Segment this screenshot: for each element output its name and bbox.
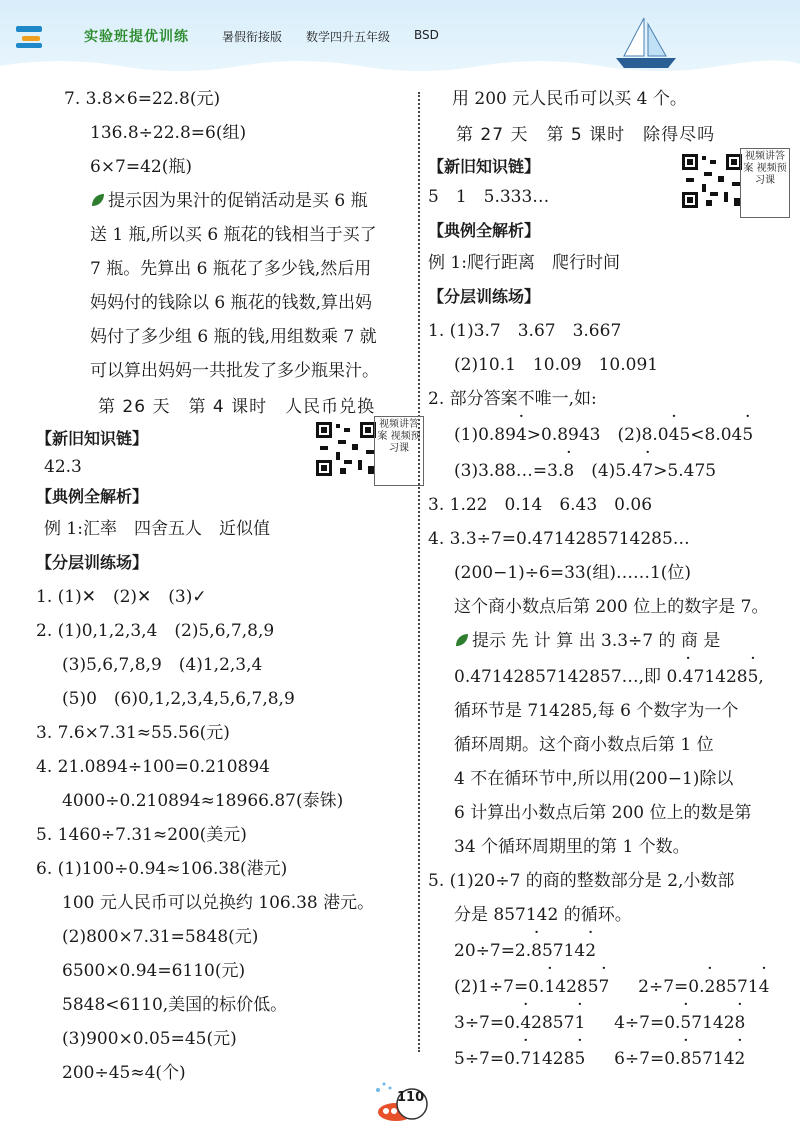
division-line: (2)1÷7=0.· 14285· 7 2÷7=0.· 28571· 4 (454, 974, 769, 1000)
hint-line: 妈妈付的钱除以 6 瓶花的钱数,算出妈 (90, 293, 373, 313)
answer-line: 4000÷0.210894≈18966.87(泰铢) (62, 791, 344, 811)
header-wave-decoration (0, 56, 800, 86)
hint-line: 6 计算出小数点后第 200 位上的数是第 (454, 803, 752, 823)
answer-line: 136.8÷22.8=6(组) (90, 123, 247, 143)
section-link-title: 【新旧知识链】 (36, 429, 149, 448)
answer-line: 这个商小数点后第 200 位上的数字是 7。 (454, 597, 769, 617)
section-link-title: 【新旧知识链】 (428, 157, 541, 176)
hint-line: 提示 先 计 算 出 3.3÷7 的 商 是 (454, 628, 720, 654)
answer-line: 3. 7.6×7.31≈55.56(元) (36, 723, 230, 743)
answer-line: (3)5,6,7,8,9 (4)1,2,3,4 (62, 655, 263, 675)
hint-line: 循环周期。这个商小数点后第 1 位 (454, 735, 714, 755)
example-answer: 例 1:汇率 四舍五人 近似值 (44, 519, 270, 539)
day26-title: 第 26 天 第 4 课时 人民币兑换 (98, 397, 376, 417)
division-line: 3÷7=0.· 42857· 1 4÷7=0.· 57142· 8 (454, 1010, 745, 1036)
link-answer: 42.3 (44, 457, 82, 477)
brand-logo-icon (14, 20, 78, 50)
answer-line: 6×7=42(瓶) (90, 157, 193, 177)
answer-line: 200÷45≈4(个) (62, 1063, 186, 1083)
answer-line: 20÷7=2.· 85714· 2 (454, 938, 596, 964)
publisher-label: BSD (414, 28, 439, 42)
answer-line: 1. (1)✕ (2)✕ (3)✓ (36, 587, 207, 607)
answer-line: 100 元人民币可以兑换约 106.38 港元。 (62, 893, 375, 913)
edition-label: 暑假衔接版 (222, 30, 283, 44)
answer-line: 5. (1)20÷7 的商的整数部分是 2,小数部 (428, 871, 735, 891)
answer-line: (200−1)÷6=33(组)……1(位) (454, 563, 692, 583)
answer-line: (2)800×7.31=5848(元) (62, 927, 259, 947)
answer-line: 3. 1.22 0.14 6.43 0.06 (428, 495, 653, 515)
answer-line: 用 200 元人民币可以买 4 个。 (452, 89, 687, 109)
answer-line: 4. 3.3÷7=0.4714285714285… (428, 529, 690, 549)
hint-line: 可以算出妈妈一共批发了多少瓶果汁。 (90, 361, 379, 381)
answer-line: (3)900×0.05=45(元) (62, 1029, 237, 1049)
column-divider (418, 92, 420, 1052)
section-practice-title: 【分层训练场】 (428, 287, 541, 306)
answer-line: 7. 3.8×6=22.8(元) (64, 89, 221, 109)
brand-name: 实验班提优训练 (84, 29, 189, 45)
hint-line: 提示因为果汁的促销活动是买 6 瓶 (90, 188, 368, 214)
answer-line: (5)0 (6)0,1,2,3,4,5,6,7,8,9 (62, 689, 295, 709)
answer-line: 5848<6110,美国的标价低。 (62, 995, 288, 1015)
hint-leaf-icon (454, 632, 470, 648)
answer-line: 6. (1)100÷0.94≈106.38(港元) (36, 859, 288, 879)
answer-line: 5. 1460÷7.31≈200(美元) (36, 825, 247, 845)
qr-video-label: 视频讲答案 视频预习课 (740, 148, 790, 218)
answer-line: 4. 21.0894÷100=0.210894 (36, 757, 270, 777)
subject-label: 数学四升五年级 (306, 30, 391, 44)
hint-line: 34 个循环周期里的第 1 个数。 (454, 837, 690, 857)
hint-line: 4 不在循环节中,所以用(200−1)除以 (454, 769, 734, 789)
answer-line: 2. (1)0,1,2,3,4 (2)5,6,7,8,9 (36, 621, 275, 641)
section-example-title: 【典例全解析】 (36, 487, 149, 506)
qr-code-icon (680, 152, 744, 210)
section-example-title: 【典例全解析】 (428, 221, 541, 240)
division-line: 5÷7=0.· 71428· 5 6÷7=0.· 85714· 2 (454, 1046, 745, 1072)
qr-code-icon (314, 420, 378, 478)
day27-title: 第 27 天 第 5 课时 除得尽吗 (456, 125, 716, 145)
hint-line: 妈付了多少组 6 瓶的钱,用组数乘 7 就 (90, 327, 377, 347)
hint-line: 循环节是 714285,每 6 个数字为一个 (454, 701, 739, 721)
hint-line: 送 1 瓶,所以买 6 瓶花的钱相当于买了 (90, 225, 377, 245)
answer-line: (2)10.1 10.09 10.091 (454, 355, 659, 375)
hint-leaf-icon (90, 192, 106, 208)
page-number: 110 (397, 1090, 425, 1105)
hint-line: 0.47142857142857…,即 0.· 471428· 5, (454, 664, 764, 690)
section-practice-title: 【分层训练场】 (36, 553, 149, 572)
link-answer: 5 1 5.333… (428, 187, 550, 207)
page-header (0, 0, 800, 78)
hint-line: 7 瓶。先算出 6 瓶花了多少钱,然后用 (90, 259, 372, 279)
qr-video-label: 视频讲答案 视频预习课 (374, 416, 424, 486)
example-answer: 例 1:爬行距离 爬行时间 (428, 253, 620, 273)
answer-line: 分是 857142 的循环。 (454, 905, 632, 925)
answer-line: (3)3.88…=3.· 8 (4)5.4· 7>5.475 (454, 458, 716, 484)
answer-line: 6500×0.94=6110(元) (62, 961, 246, 981)
answer-line: 1. (1)3.7 3.67 3.667 (428, 321, 622, 341)
answer-line: (1)0.89· 4>0.8943 (2)8.0· 45<8.04· 5 (454, 422, 753, 448)
answer-line: 2. 部分答案不唯一,如: (428, 389, 597, 409)
